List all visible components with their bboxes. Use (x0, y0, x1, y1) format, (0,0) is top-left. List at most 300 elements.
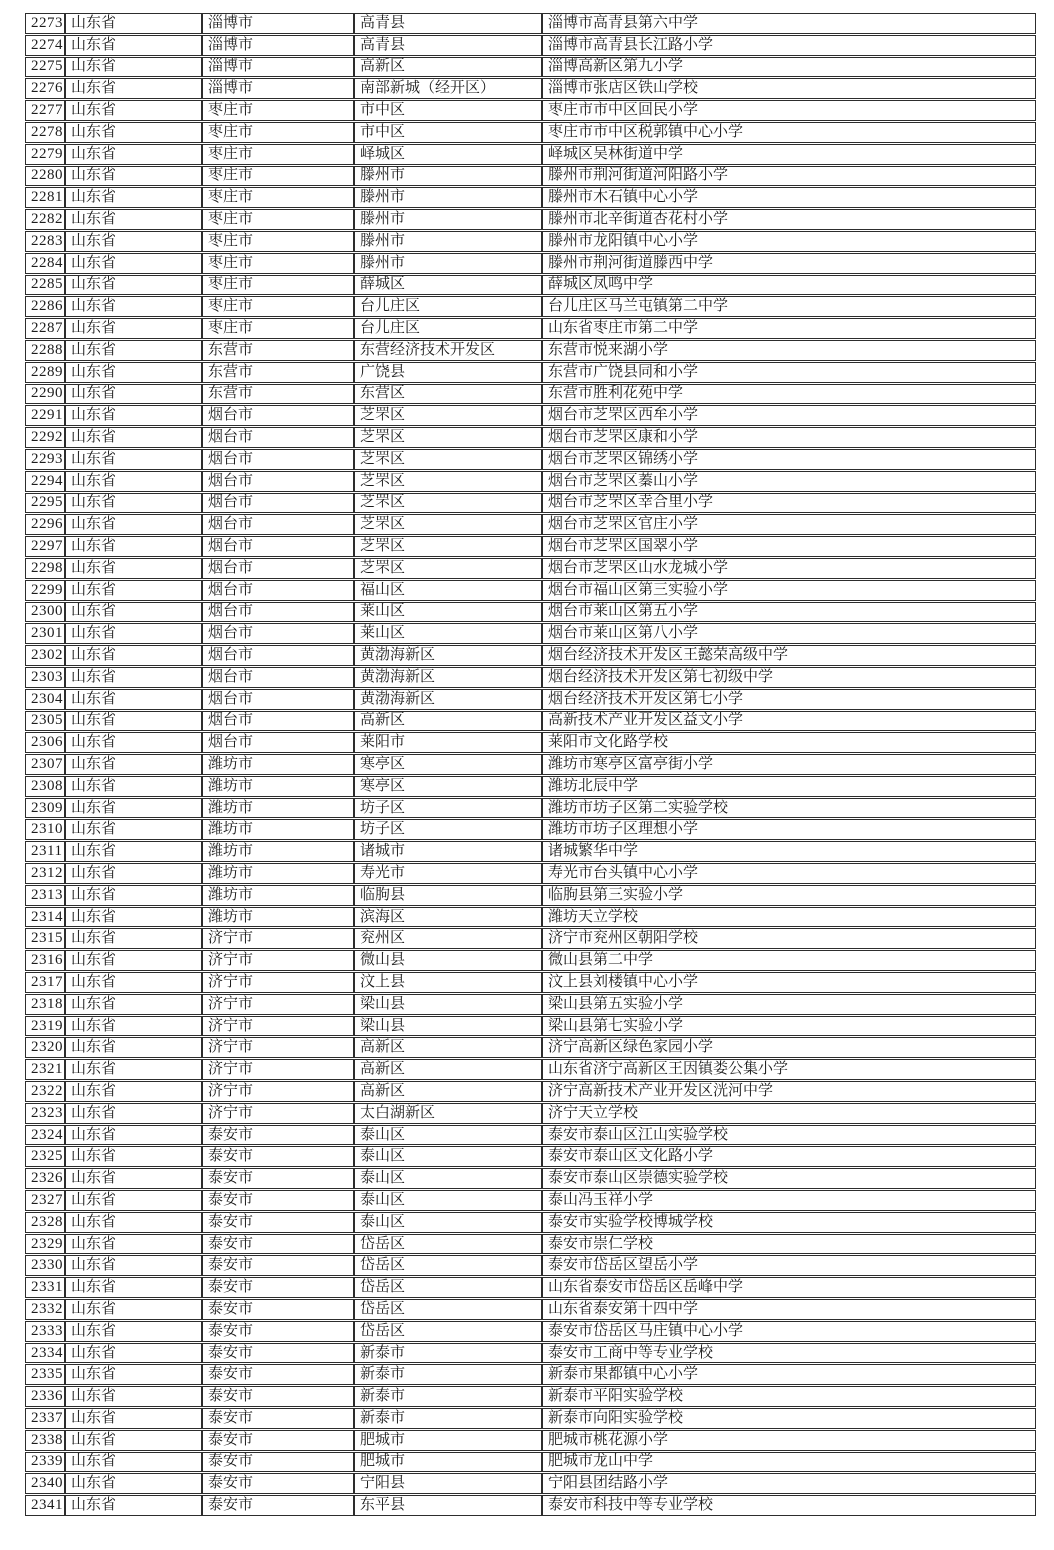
cell-district: 高新区 (354, 57, 542, 78)
table-row (25, 1299, 1036, 1320)
cell-city: 枣庄市 (202, 209, 354, 230)
cell-province: 山东省 (65, 449, 202, 470)
cell-province: 山东省 (65, 1321, 202, 1342)
cell-school: 泰安市实验学校博城学校 (542, 1212, 1036, 1233)
table-row (25, 558, 1036, 579)
cell-school: 山东省济宁高新区王因镇娄公集小学 (542, 1059, 1036, 1080)
table-row (25, 253, 1036, 274)
cell-province: 山东省 (65, 166, 202, 187)
table-row (25, 471, 1036, 492)
cell-city: 枣庄市 (202, 144, 354, 165)
cell-school: 山东省枣庄市第二中学 (542, 318, 1036, 339)
cell-district: 黄渤海新区 (354, 667, 542, 688)
cell-no: 2313 (25, 885, 65, 906)
cell-province: 山东省 (65, 1016, 202, 1037)
cell-district: 滕州市 (354, 166, 542, 187)
cell-city: 济宁市 (202, 1037, 354, 1058)
cell-city: 烟台市 (202, 732, 354, 753)
cell-province: 山东省 (65, 1277, 202, 1298)
cell-city: 烟台市 (202, 645, 354, 666)
table-row (25, 1386, 1036, 1407)
cell-school: 薛城区凤鸣中学 (542, 275, 1036, 296)
table-row (25, 580, 1036, 601)
cell-province: 山东省 (65, 1430, 202, 1451)
cell-no: 2318 (25, 994, 65, 1015)
cell-no: 2329 (25, 1234, 65, 1255)
cell-district: 临朐县 (354, 885, 542, 906)
cell-no: 2298 (25, 558, 65, 579)
cell-school: 滕州市木石镇中心小学 (542, 187, 1036, 208)
table-row (25, 1037, 1036, 1058)
cell-school: 莱阳市文化路学校 (542, 732, 1036, 753)
cell-province: 山东省 (65, 623, 202, 644)
cell-province: 山东省 (65, 1364, 202, 1385)
cell-city: 枣庄市 (202, 231, 354, 252)
cell-city: 泰安市 (202, 1430, 354, 1451)
table-row (25, 776, 1036, 797)
cell-city: 枣庄市 (202, 122, 354, 143)
cell-school: 滕州市北辛街道杏花村小学 (542, 209, 1036, 230)
cell-no: 2331 (25, 1277, 65, 1298)
cell-school: 济宁高新区绿色家园小学 (542, 1037, 1036, 1058)
cell-district: 岱岳区 (354, 1321, 542, 1342)
cell-city: 烟台市 (202, 689, 354, 710)
cell-no: 2339 (25, 1452, 65, 1473)
table-row (25, 427, 1036, 448)
table-row (25, 405, 1036, 426)
table-row (25, 1255, 1036, 1276)
cell-school: 烟台经济技术开发区第七初级中学 (542, 667, 1036, 688)
table-row (25, 1473, 1036, 1494)
cell-district: 滕州市 (354, 253, 542, 274)
cell-school: 泰安市岱岳区望岳小学 (542, 1255, 1036, 1276)
table-row (25, 928, 1036, 949)
cell-province: 山东省 (65, 275, 202, 296)
cell-school: 烟台市芝罘区幸合里小学 (542, 493, 1036, 514)
table-row (25, 711, 1036, 732)
cell-no: 2286 (25, 296, 65, 317)
cell-school: 烟台市芝罘区蓁山小学 (542, 471, 1036, 492)
table-row (25, 275, 1036, 296)
cell-district: 东营经济技术开发区 (354, 340, 542, 361)
cell-school: 汶上县刘楼镇中心小学 (542, 972, 1036, 993)
cell-district: 市中区 (354, 122, 542, 143)
cell-district: 岱岳区 (354, 1234, 542, 1255)
table-row (25, 667, 1036, 688)
cell-district: 高青县 (354, 35, 542, 56)
cell-city: 烟台市 (202, 449, 354, 470)
cell-province: 山东省 (65, 122, 202, 143)
cell-province: 山东省 (65, 13, 202, 34)
cell-province: 山东省 (65, 754, 202, 775)
cell-no: 2309 (25, 798, 65, 819)
cell-no: 2311 (25, 841, 65, 862)
cell-district: 东平县 (354, 1495, 542, 1516)
cell-no: 2332 (25, 1299, 65, 1320)
cell-no: 2304 (25, 689, 65, 710)
cell-province: 山东省 (65, 798, 202, 819)
cell-school: 峄城区吴林街道中学 (542, 144, 1036, 165)
cell-province: 山东省 (65, 100, 202, 121)
cell-city: 泰安市 (202, 1452, 354, 1473)
cell-school: 烟台市芝罘区山水龙城小学 (542, 558, 1036, 579)
table-row (25, 296, 1036, 317)
cell-district: 高新区 (354, 1037, 542, 1058)
cell-no: 2285 (25, 275, 65, 296)
cell-no: 2305 (25, 711, 65, 732)
cell-city: 枣庄市 (202, 166, 354, 187)
cell-province: 山东省 (65, 318, 202, 339)
cell-no: 2333 (25, 1321, 65, 1342)
cell-no: 2273 (25, 13, 65, 34)
cell-city: 泰安市 (202, 1408, 354, 1429)
cell-city: 泰安市 (202, 1212, 354, 1233)
table-row (25, 863, 1036, 884)
cell-province: 山东省 (65, 711, 202, 732)
cell-province: 山东省 (65, 78, 202, 99)
cell-school: 潍坊市寒亭区富亭街小学 (542, 754, 1036, 775)
cell-no: 2295 (25, 493, 65, 514)
cell-district: 黄渤海新区 (354, 689, 542, 710)
cell-city: 淄博市 (202, 35, 354, 56)
cell-city: 泰安市 (202, 1168, 354, 1189)
table-row (25, 1408, 1036, 1429)
cell-no: 2283 (25, 231, 65, 252)
cell-no: 2340 (25, 1473, 65, 1494)
cell-district: 滨海区 (354, 907, 542, 928)
cell-province: 山东省 (65, 362, 202, 383)
table-row (25, 362, 1036, 383)
cell-province: 山东省 (65, 296, 202, 317)
cell-school: 泰安市崇仁学校 (542, 1234, 1036, 1255)
table-row (25, 166, 1036, 187)
cell-no: 2322 (25, 1081, 65, 1102)
cell-district: 梁山县 (354, 1016, 542, 1037)
cell-district: 峄城区 (354, 144, 542, 165)
cell-city: 济宁市 (202, 1103, 354, 1124)
cell-province: 山东省 (65, 972, 202, 993)
cell-city: 潍坊市 (202, 819, 354, 840)
cell-district: 芝罘区 (354, 536, 542, 557)
cell-city: 泰安市 (202, 1386, 354, 1407)
cell-school: 烟台经济技术开发区王懿荣高级中学 (542, 645, 1036, 666)
cell-province: 山东省 (65, 1386, 202, 1407)
cell-school: 滕州市荆河街道滕西中学 (542, 253, 1036, 274)
table-row (25, 1234, 1036, 1255)
cell-province: 山东省 (65, 405, 202, 426)
cell-city: 烟台市 (202, 711, 354, 732)
cell-no: 2338 (25, 1430, 65, 1451)
cell-district: 高青县 (354, 13, 542, 34)
table-row (25, 1430, 1036, 1451)
cell-no: 2289 (25, 362, 65, 383)
cell-city: 泰安市 (202, 1364, 354, 1385)
cell-province: 山东省 (65, 1495, 202, 1516)
cell-district: 莱阳市 (354, 732, 542, 753)
cell-no: 2315 (25, 928, 65, 949)
cell-district: 太白湖新区 (354, 1103, 542, 1124)
cell-no: 2288 (25, 340, 65, 361)
cell-province: 山东省 (65, 471, 202, 492)
cell-district: 东营区 (354, 384, 542, 405)
cell-city: 泰安市 (202, 1234, 354, 1255)
table-row (25, 1452, 1036, 1473)
table-row (25, 122, 1036, 143)
cell-no: 2276 (25, 78, 65, 99)
cell-city: 淄博市 (202, 57, 354, 78)
cell-city: 泰安市 (202, 1277, 354, 1298)
cell-city: 烟台市 (202, 536, 354, 557)
cell-province: 山东省 (65, 1103, 202, 1124)
table-row (25, 972, 1036, 993)
table-row (25, 994, 1036, 1015)
cell-city: 烟台市 (202, 623, 354, 644)
cell-city: 泰安市 (202, 1190, 354, 1211)
cell-no: 2325 (25, 1146, 65, 1167)
cell-district: 岱岳区 (354, 1255, 542, 1276)
table-row (25, 449, 1036, 470)
cell-city: 潍坊市 (202, 885, 354, 906)
cell-district: 汶上县 (354, 972, 542, 993)
cell-no: 2335 (25, 1364, 65, 1385)
cell-no: 2274 (25, 35, 65, 56)
cell-school: 泰安市科技中等专业学校 (542, 1495, 1036, 1516)
cell-school: 济宁市兖州区朝阳学校 (542, 928, 1036, 949)
table-row (25, 1343, 1036, 1364)
cell-city: 济宁市 (202, 1081, 354, 1102)
cell-district: 泰山区 (354, 1190, 542, 1211)
cell-no: 2292 (25, 427, 65, 448)
table-row (25, 536, 1036, 557)
cell-district: 广饶县 (354, 362, 542, 383)
cell-school: 泰山冯玉祥小学 (542, 1190, 1036, 1211)
cell-district: 高新区 (354, 1059, 542, 1080)
cell-district: 芝罘区 (354, 449, 542, 470)
cell-no: 2294 (25, 471, 65, 492)
cell-school: 烟台市芝罘区国翠小学 (542, 536, 1036, 557)
cell-province: 山东省 (65, 1081, 202, 1102)
cell-school: 新泰市果都镇中心小学 (542, 1364, 1036, 1385)
cell-province: 山东省 (65, 645, 202, 666)
cell-district: 台儿庄区 (354, 318, 542, 339)
cell-city: 淄博市 (202, 13, 354, 34)
cell-no: 2324 (25, 1125, 65, 1146)
cell-district: 新泰市 (354, 1343, 542, 1364)
cell-district: 肥城市 (354, 1452, 542, 1473)
table-row (25, 1190, 1036, 1211)
cell-school: 淄博市高青县长江路小学 (542, 35, 1036, 56)
cell-province: 山东省 (65, 1146, 202, 1167)
cell-province: 山东省 (65, 1168, 202, 1189)
table-row (25, 318, 1036, 339)
table-row (25, 1081, 1036, 1102)
cell-school: 潍坊北辰中学 (542, 776, 1036, 797)
cell-school: 东营市胜利花苑中学 (542, 384, 1036, 405)
cell-school: 淄博高新区第九小学 (542, 57, 1036, 78)
cell-city: 东营市 (202, 384, 354, 405)
table-row (25, 754, 1036, 775)
cell-school: 泰安市岱岳区马庄镇中心小学 (542, 1321, 1036, 1342)
cell-school: 济宁高新技术产业开发区洸河中学 (542, 1081, 1036, 1102)
table-row (25, 1125, 1036, 1146)
table-row (25, 493, 1036, 514)
cell-province: 山东省 (65, 1212, 202, 1233)
cell-school: 临朐县第三实验小学 (542, 885, 1036, 906)
cell-city: 泰安市 (202, 1146, 354, 1167)
cell-school: 潍坊市坊子区理想小学 (542, 819, 1036, 840)
cell-no: 2279 (25, 144, 65, 165)
cell-city: 东营市 (202, 362, 354, 383)
cell-city: 泰安市 (202, 1495, 354, 1516)
cell-province: 山东省 (65, 950, 202, 971)
cell-city: 潍坊市 (202, 841, 354, 862)
cell-no: 2314 (25, 907, 65, 928)
cell-no: 2308 (25, 776, 65, 797)
cell-province: 山东省 (65, 187, 202, 208)
cell-city: 淄博市 (202, 78, 354, 99)
cell-no: 2299 (25, 580, 65, 601)
table-row (25, 514, 1036, 535)
cell-no: 2319 (25, 1016, 65, 1037)
cell-no: 2280 (25, 166, 65, 187)
cell-city: 烟台市 (202, 405, 354, 426)
cell-school: 东营市悦来湖小学 (542, 340, 1036, 361)
cell-school: 枣庄市市中区税郭镇中心小学 (542, 122, 1036, 143)
cell-no: 2290 (25, 384, 65, 405)
cell-city: 枣庄市 (202, 318, 354, 339)
cell-province: 山东省 (65, 732, 202, 753)
cell-school: 烟台市芝罘区锦绣小学 (542, 449, 1036, 470)
cell-province: 山东省 (65, 384, 202, 405)
cell-province: 山东省 (65, 1408, 202, 1429)
cell-district: 高新区 (354, 711, 542, 732)
cell-no: 2306 (25, 732, 65, 753)
cell-no: 2302 (25, 645, 65, 666)
cell-district: 寒亭区 (354, 754, 542, 775)
cell-city: 济宁市 (202, 994, 354, 1015)
cell-province: 山东省 (65, 928, 202, 949)
cell-district: 新泰市 (354, 1386, 542, 1407)
cell-city: 济宁市 (202, 972, 354, 993)
table-row (25, 187, 1036, 208)
cell-district: 芝罘区 (354, 493, 542, 514)
cell-no: 2275 (25, 57, 65, 78)
table-row (25, 231, 1036, 252)
cell-school: 山东省泰安市岱岳区岳峰中学 (542, 1277, 1036, 1298)
cell-district: 市中区 (354, 100, 542, 121)
cell-district: 新泰市 (354, 1364, 542, 1385)
table-row (25, 209, 1036, 230)
table-row (25, 57, 1036, 78)
cell-no: 2303 (25, 667, 65, 688)
cell-school: 梁山县第七实验小学 (542, 1016, 1036, 1037)
table-row (25, 1103, 1036, 1124)
cell-city: 枣庄市 (202, 100, 354, 121)
cell-province: 山东省 (65, 580, 202, 601)
cell-school: 台儿庄区马兰屯镇第二中学 (542, 296, 1036, 317)
cell-province: 山东省 (65, 841, 202, 862)
table-row (25, 1495, 1036, 1516)
cell-district: 薛城区 (354, 275, 542, 296)
cell-city: 烟台市 (202, 471, 354, 492)
cell-district: 寒亭区 (354, 776, 542, 797)
cell-city: 济宁市 (202, 950, 354, 971)
cell-no: 2316 (25, 950, 65, 971)
cell-district: 诸城市 (354, 841, 542, 862)
cell-district: 滕州市 (354, 209, 542, 230)
cell-no: 2287 (25, 318, 65, 339)
cell-school: 枣庄市市中区回民小学 (542, 100, 1036, 121)
cell-province: 山东省 (65, 689, 202, 710)
cell-city: 枣庄市 (202, 187, 354, 208)
cell-district: 莱山区 (354, 623, 542, 644)
table-row (25, 950, 1036, 971)
cell-no: 2330 (25, 1255, 65, 1276)
cell-district: 坊子区 (354, 798, 542, 819)
cell-no: 2326 (25, 1168, 65, 1189)
cell-city: 烟台市 (202, 558, 354, 579)
cell-school: 烟台市芝罘区官庄小学 (542, 514, 1036, 535)
cell-province: 山东省 (65, 253, 202, 274)
cell-province: 山东省 (65, 558, 202, 579)
cell-no: 2323 (25, 1103, 65, 1124)
cell-province: 山东省 (65, 209, 202, 230)
cell-school: 山东省泰安第十四中学 (542, 1299, 1036, 1320)
table-row (25, 819, 1036, 840)
table-row (25, 732, 1036, 753)
cell-district: 芝罘区 (354, 427, 542, 448)
cell-district: 福山区 (354, 580, 542, 601)
cell-city: 潍坊市 (202, 863, 354, 884)
cell-city: 枣庄市 (202, 275, 354, 296)
cell-district: 滕州市 (354, 187, 542, 208)
cell-district: 芝罘区 (354, 471, 542, 492)
cell-school: 泰安市工商中等专业学校 (542, 1343, 1036, 1364)
cell-no: 2277 (25, 100, 65, 121)
cell-district: 台儿庄区 (354, 296, 542, 317)
table-row (25, 340, 1036, 361)
cell-province: 山东省 (65, 1452, 202, 1473)
cell-district: 芝罘区 (354, 558, 542, 579)
cell-school: 寿光市台头镇中心小学 (542, 863, 1036, 884)
cell-school: 新泰市平阳实验学校 (542, 1386, 1036, 1407)
cell-district: 兖州区 (354, 928, 542, 949)
cell-city: 烟台市 (202, 427, 354, 448)
cell-city: 济宁市 (202, 1059, 354, 1080)
cell-province: 山东省 (65, 57, 202, 78)
document-page (25, 12, 1036, 1517)
table-row (25, 1059, 1036, 1080)
cell-no: 2284 (25, 253, 65, 274)
cell-district: 宁阳县 (354, 1473, 542, 1494)
cell-no: 2293 (25, 449, 65, 470)
cell-no: 2310 (25, 819, 65, 840)
cell-city: 泰安市 (202, 1473, 354, 1494)
cell-district: 寿光市 (354, 863, 542, 884)
cell-province: 山东省 (65, 602, 202, 623)
cell-city: 泰安市 (202, 1343, 354, 1364)
cell-school: 济宁天立学校 (542, 1103, 1036, 1124)
cell-city: 烟台市 (202, 602, 354, 623)
cell-no: 2301 (25, 623, 65, 644)
cell-district: 泰山区 (354, 1212, 542, 1233)
cell-city: 泰安市 (202, 1321, 354, 1342)
table-row (25, 1146, 1036, 1167)
cell-province: 山东省 (65, 819, 202, 840)
cell-city: 烟台市 (202, 580, 354, 601)
cell-city: 烟台市 (202, 667, 354, 688)
cell-school: 滕州市龙阳镇中心小学 (542, 231, 1036, 252)
